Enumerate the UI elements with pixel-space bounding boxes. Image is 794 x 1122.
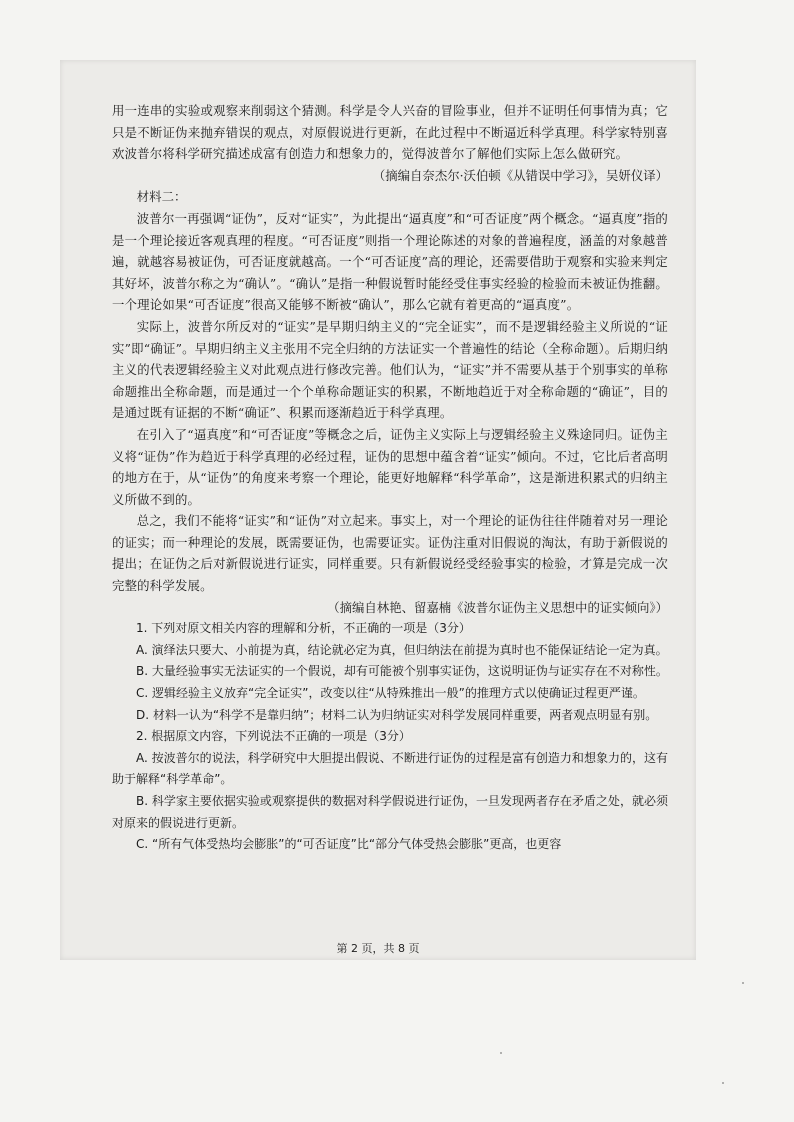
material-two-paragraph-4: 总之，我们不能将“证实”和“证伪”对立起来。事实上，对一个理论的证伪往往伴随着对另一理论的证实；而一种理论的发展，既需要证伪，也需要证实。证伪注重对旧假说的淘汰，有助于新假说的提出；在证伪之后对新假说进行证实，同样重要。只有新假说经受经验事实的检验，才算是完成一次完整的科学发展。	[112, 513, 668, 594]
question-2-option-a: A. 按波普尔的说法，科学研究中大胆提出假说、不断进行证伪的过程是富有创造力和想象力的，这有助于解释“科学革命”。	[112, 750, 668, 787]
page-number-footer: 第 2 页，共 8 页	[336, 942, 420, 955]
scan-speck	[722, 1082, 724, 1084]
document-body	[112, 100, 668, 940]
scan-speck	[500, 1052, 502, 1054]
question-1-option-c: C. 逻辑经验主义放弃“完全证实”，改变以往“从特殊推出一般”的推理方式以使确证过程更严谨。	[136, 686, 645, 701]
material-two-paragraph-2: 实际上，波普尔所反对的“证实”是早期归纳主义的“完全证实”，而不是逻辑经验主义所说的“证实”即“确证”。早期归纳主义主张用不完全归纳的方法证实一个普遍性的结论（全称命题）。后期归纳主义的代表逻辑经验主义对此观点进行修改完善。他们认为，“证实”并不需要从基于个别事实的单称命题推出全称命题，而是通过一个个单称命题证实的积累，不断地趋近于对全称命题的“确证”，目的是通过既有证据的不断“确证”、积累而逐渐趋近于科学真理。	[112, 318, 668, 421]
material-one-paragraph: 用一连串的实验或观察来削弱这个猜测。科学是令人兴奋的冒险事业，但并不证明任何事情为真；它只是不断证伪来抛弃错误的观点，对原假说进行更新，在此过程中不断逼近科学真理。科学家特别喜欢波普尔将科学研究描述成富有创造力和想象力的，觉得波普尔了解他们实际上怎么做研究。	[112, 103, 668, 162]
question-1-stem: 1. 下列对原文相关内容的理解和分析，不正确的一项是（3分）	[136, 621, 471, 636]
material-two-paragraph-1: 波普尔一再强调“证伪”，反对“证实”，为此提出“逼真度”和“可否证度”两个概念。“逼真度”指的是一个理论接近客观真理的程度。“可否证度”则指一个理论陈述的对象的普遍程度，涵盖的对象越普遍，就越容易被证伪，可否证度就越高。一个“可否证度”高的理论，还需要借助于观察和实验来判定其好坏，波普尔称之为“确认”。“确认”是指一种假说暂时能经受住事实经验的检验而未被证伪推翻。一个理论如果“可否证度”很高又能够不断被“确认”，那么它就有着更高的“逼真度”。	[112, 210, 668, 313]
question-1-option-b: B. 大量经验事实无法证实的一个假说，却有可能被个别事实证伪，这说明证伪与证实存在不对称性。	[136, 664, 668, 679]
question-2-option-c: C. “所有气体受热均会膨胀”的“可否证度”比“部分气体受热会膨胀”更高，也更容	[136, 837, 562, 852]
material-two-source: （摘编自林艳、留嘉楠《波普尔证伪主义思想中的证实倾向》）	[327, 599, 668, 615]
question-1-option-a: A. 演绎法只要大、小前提为真，结论就必定为真，但归纳法在前提为真时也不能保证结论一定为真。	[136, 642, 668, 657]
material-two-heading: 材料二：	[136, 189, 187, 205]
material-two-paragraph-3: 在引入了“逼真度”和“可否证度”等概念之后，证伪主义实际上与逻辑经验主义殊途同归。证伪主义将“证伪”作为趋近于科学真理的必经过程，证伪的思想中蕴含着“证实”倾向。不过，它比后者高明的地方在于，从“证伪”的角度来考察一个理论，能更好地解释“科学革命”，这是渐进积累式的归纳主义所做不到的。	[112, 426, 668, 507]
material-one-source: （摘编自奈杰尔·沃伯顿《从错误中学习》，吴妍仪译）	[372, 167, 668, 183]
question-2-option-b: B. 科学家主要依据实验或观察提供的数据对科学假说进行证伪，一旦发现两者存在矛盾之处，就必须对原来的假说进行更新。	[112, 794, 668, 830]
question-1-option-d: D. 材料一认为“科学不是靠归纳”；材料二认为归纳证实对科学发展同样重要，两者观点明显有别。	[136, 707, 658, 722]
scan-speck	[742, 982, 744, 984]
question-2-stem: 2. 根据原文内容，下列说法不正确的一项是（3分）	[136, 729, 411, 744]
